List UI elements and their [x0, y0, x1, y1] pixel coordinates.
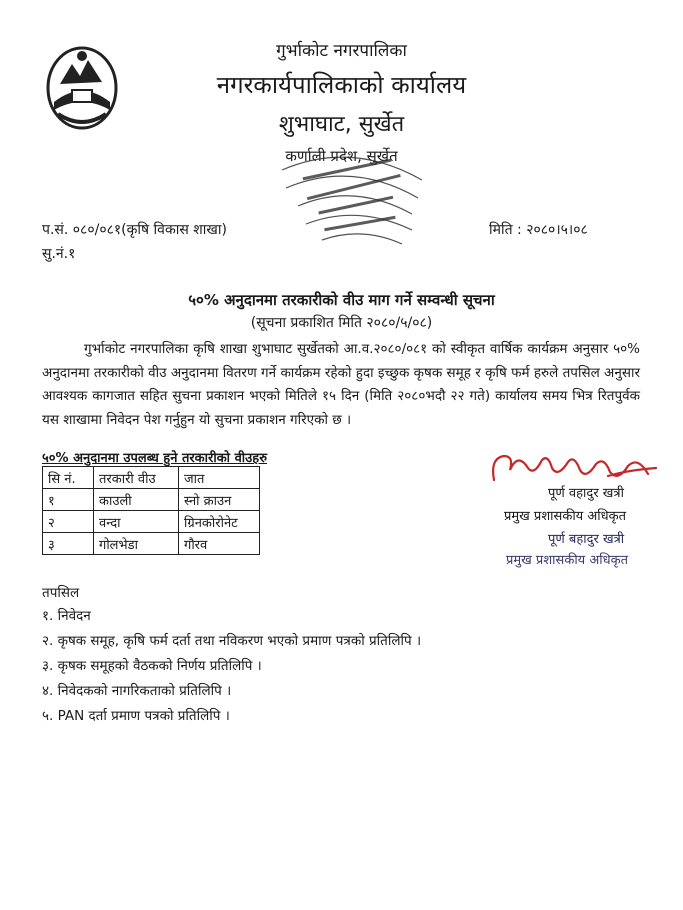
table-cell: गोलभेडा [94, 533, 179, 555]
table-heading: ५०% अनुदानमा उपलब्ध हुने तरकारीको वीउहरु [42, 451, 267, 466]
serial-number: सु.नं.१ [42, 246, 76, 262]
list-item: ४. निवेदकको नागरिकताको प्रतिलिपि । [42, 683, 232, 699]
table-header-row [43, 467, 260, 489]
list-item: ५. PAN दर्ता प्रमाण पत्रको प्रतिलिपि । [42, 708, 230, 724]
municipality-name: गुर्भाकोट नगरपालिका [276, 41, 407, 61]
table-row [43, 533, 260, 555]
notice-subtitle: (सूचना प्रकाशित मिति २०८०/५/०८) [250, 315, 433, 331]
list-item: १. निवेदन [42, 608, 91, 624]
seed-table [42, 466, 260, 555]
province-name: कर्णाली प्रदेश, सुर्खेत [285, 147, 398, 165]
notice-body: गुर्भाकोट नगरपालिका कृषि शाखा शुभाघाट सुर्खेतको आ.व.२०८०/०८१ को स्वीकृत वार्षिक कार्यक्रम अनुसार ५०% अनुदानमा तरकारीको वीउ अनुदानमा वितरण गर्ने कार्यक्रम रहेको हुदा इच्छुक कृषक समूह र कृषि फर्म हरुले तपसिल अनुसार आवश्यक कागजात सहित सुचना प्रकाशन भएको मितिले १५ दिन (मिति २०८०भदौ २२ गते) कार्यालय समय भित्र रितपुर्वक यस शाखामा निवेदन पेश गर्नुहुन यो सुचना प्रकाशन गरिएको छ । [42, 341, 640, 428]
table-cell: ३ [43, 533, 94, 555]
column-header-variety: जात [179, 467, 260, 489]
table-cell: काउली [94, 489, 179, 511]
requirements-list [42, 604, 421, 729]
table-row [43, 511, 260, 533]
office-name: नगरकार्यपालिकाको कार्यालय [216, 71, 467, 99]
column-header-seed: तरकारी वीउ [94, 467, 179, 489]
list-item: २. कृषक समूह, कृषि फर्म दर्ता तथा नविकरण भएको प्रमाण पत्रको प्रतिलिपि । [42, 633, 422, 649]
stamp-signer-name: पूर्ण बहादुर खत्री [548, 532, 625, 547]
stamp-signer-title: प्रमुख प्रशासकीय अधिकृत [506, 553, 629, 568]
table-cell: २ [43, 511, 94, 533]
reference-number: प.सं. ०८०/०८१(कृषि विकास शाखा) [42, 222, 227, 238]
column-header-serial: सि नं. [43, 467, 94, 489]
requirements-heading: तपसिल [42, 585, 80, 601]
notice-title: ५०% अनुदानमा तरकारीको वीउ माग गर्ने सम्वन्धी सूचना [188, 291, 495, 309]
signer-title: प्रमुख प्रशासकीय अधिकृत [504, 509, 627, 524]
table-cell: १ [43, 489, 94, 511]
table-row [43, 489, 260, 511]
notice-date: मिति : २०८०।५।०८ [489, 222, 588, 238]
table-cell: स्नो क्राउन [179, 489, 260, 511]
office-address: शुभाघाट, सुर्खेत [278, 112, 405, 137]
list-item: ३. कृषक समूहको वैठकको निर्णय प्रतिलिपि । [42, 658, 262, 674]
signer-name: पूर्ण वहादुर खत्री [548, 486, 624, 501]
table-cell: गौरव [179, 533, 260, 555]
table-cell: ग्रिनकोरोनेट [179, 511, 260, 533]
table-cell: वन्दा [94, 511, 179, 533]
office-stamp-icon [262, 140, 437, 250]
